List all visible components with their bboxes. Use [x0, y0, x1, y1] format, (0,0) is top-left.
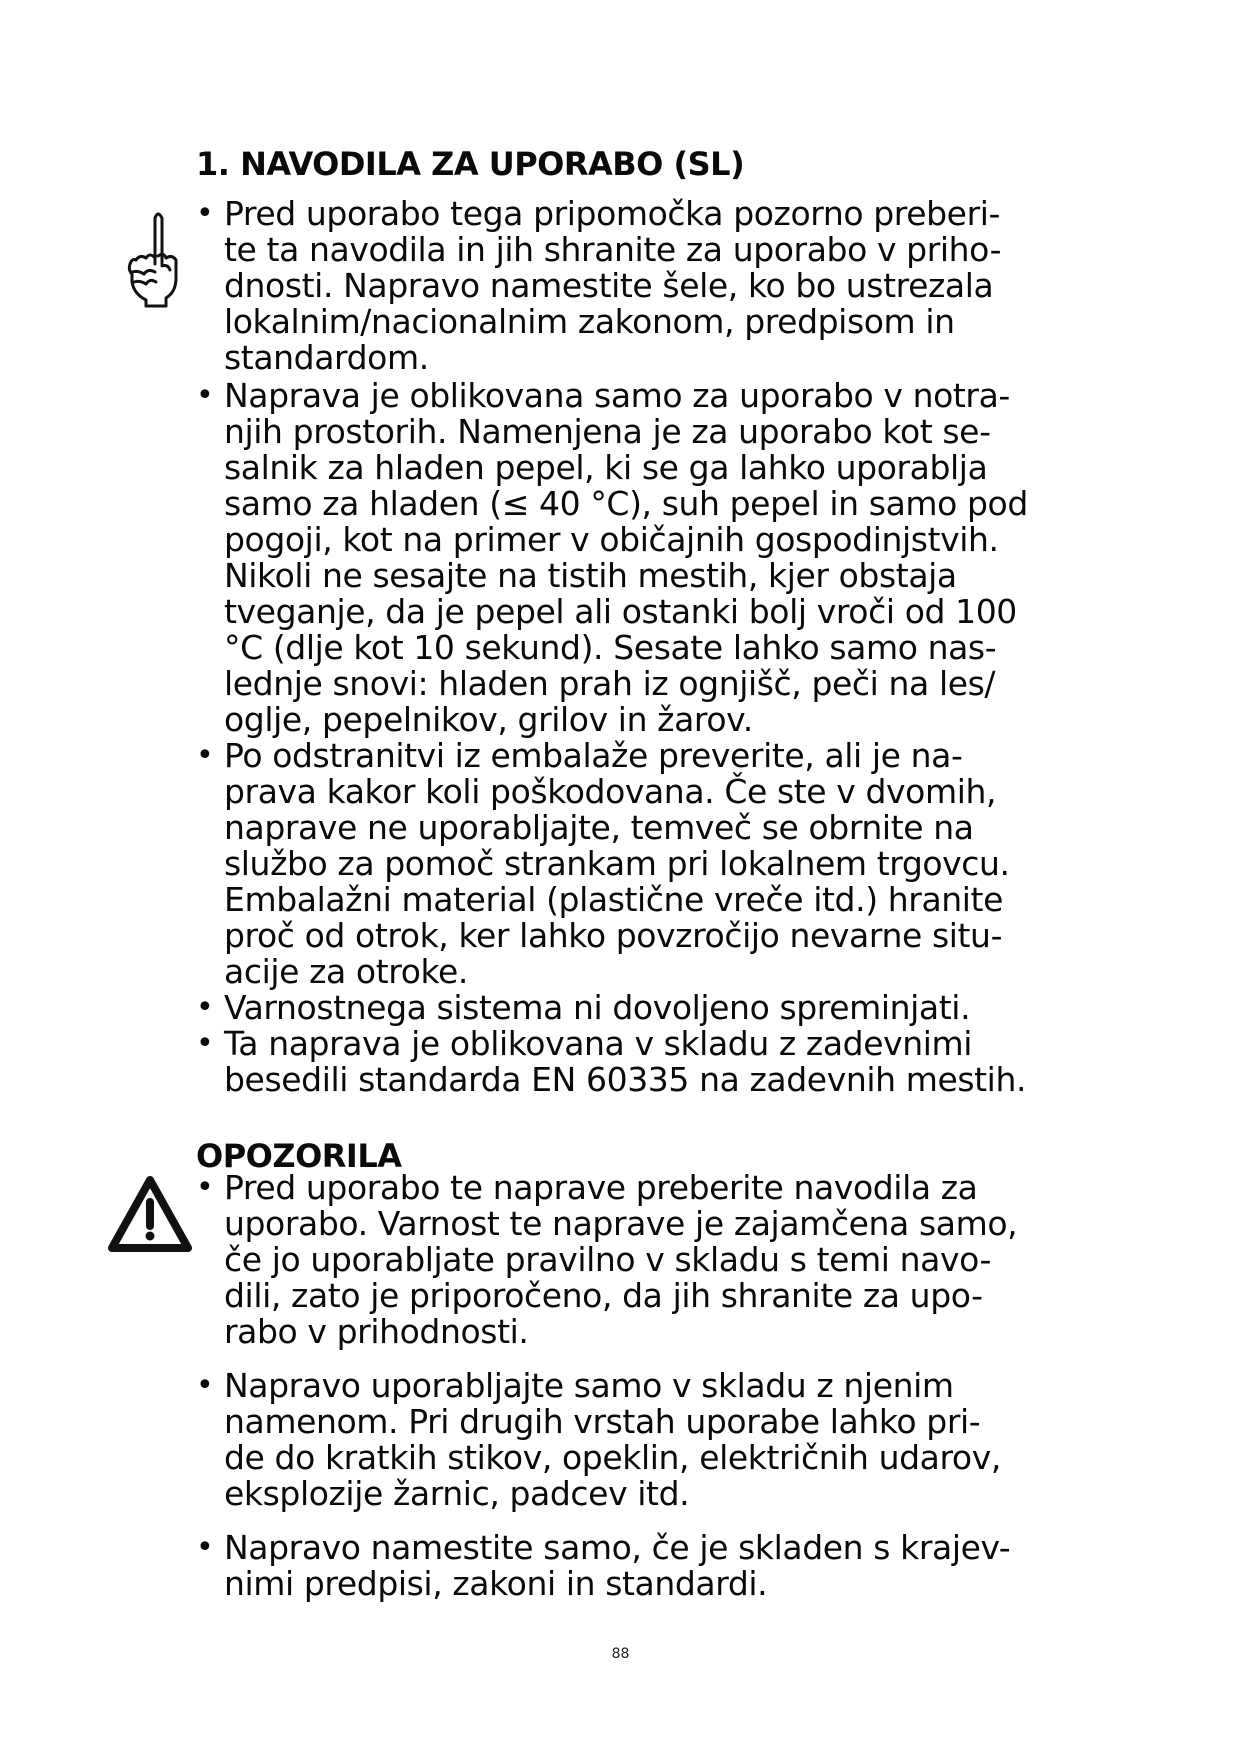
paragraph-line: eksplozije žarnic, padcev itd.: [224, 1474, 690, 1513]
pointing-hand-icon: [122, 208, 182, 308]
paragraph-line: salnik za hladen pepel, ki se ga lahko uporablja: [224, 448, 988, 487]
warning-item: [196, 1368, 1096, 1512]
bullet: •: [196, 1026, 214, 1061]
paragraph-line: Pred uporabo tega pripomočka pozorno preberi-: [224, 194, 1001, 233]
paragraph-line: Embalažni material (plastične vreče itd.) hranite: [224, 880, 1003, 919]
paragraph-line: njih prostorih. Namenjena je za uporabo kot se-: [224, 412, 991, 451]
paragraph-line: nimi predpisi, zakoni in standardi.: [224, 1564, 768, 1603]
paragraph-line: prava kakor koli poškodovana. Če ste v dvomih,: [224, 772, 997, 811]
bullet: •: [196, 990, 214, 1025]
paragraph-line: dili, zato je priporočeno, da jih shranite za upo-: [224, 1276, 983, 1315]
warnings-heading: OPOZORILA: [196, 1137, 402, 1175]
paragraph-line: Ta naprava je oblikovana v skladu z zadevnimi: [224, 1024, 973, 1063]
page-number: 88: [611, 1646, 630, 1662]
bullet: •: [196, 378, 214, 413]
bullet: •: [196, 196, 214, 231]
paragraph-line: če jo uporabljate pravilno v skladu s temi navo-: [224, 1240, 992, 1279]
paragraph-line: te ta navodila in jih shranite za uporabo v priho-: [224, 230, 1002, 269]
paragraph-line: acije za otroke.: [224, 952, 469, 991]
paragraph-line: uporabo. Varnost te naprave je zajamčena samo,: [224, 1204, 1018, 1243]
list-item: [196, 1026, 1096, 1098]
list-item: [196, 990, 1096, 1026]
paragraph-line: Napravo uporabljajte samo v skladu z njenim: [224, 1366, 954, 1405]
paragraph-line: Varnostnega sistema ni dovoljeno spreminjati.: [224, 988, 971, 1027]
list-item: [196, 196, 1096, 376]
paragraph-line: samo za hladen (≤ 40 °C), suh pepel in samo pod: [224, 484, 1028, 523]
paragraph-line: dnosti. Napravo namestite šele, ko bo ustrezala: [224, 266, 994, 305]
paragraph-line: Pred uporabo te naprave preberite navodila za: [224, 1168, 978, 1207]
paragraph-line: de do kratkih stikov, opeklin, električnih udarov,: [224, 1438, 1001, 1477]
list-item: [196, 738, 1096, 990]
paragraph-line: standardom.: [224, 338, 429, 377]
bullet: •: [196, 1368, 214, 1403]
section-heading: 1. NAVODILA ZA UPORABO (SL): [196, 145, 745, 183]
warning-triangle-icon: [108, 1176, 192, 1252]
paragraph-line: proč od otrok, ker lahko povzročijo nevarne situ-: [224, 916, 1003, 955]
paragraph-line: Po odstranitvi iz embalaže preverite, ali je na-: [224, 736, 963, 775]
paragraph-line: Nikoli ne sesajte na tistih mestih, kjer obstaja: [224, 556, 957, 595]
warning-item: [196, 1170, 1096, 1350]
list-item: [196, 378, 1096, 738]
paragraph-line: Naprava je oblikovana samo za uporabo v notra-: [224, 376, 1010, 415]
paragraph-line: službo za pomoč strankam pri lokalnem trgovcu.: [224, 844, 1010, 883]
paragraph-line: lokalnim/nacionalnim zakonom, predpisom in: [224, 302, 955, 341]
paragraph-line: °C (dlje kot 10 sekund). Sesate lahko samo nas-: [224, 628, 997, 667]
warning-item: [196, 1530, 1096, 1602]
paragraph-line: rabo v prihodnosti.: [224, 1312, 529, 1351]
paragraph-line: tveganje, da je pepel ali ostanki bolj vroči od 100: [224, 592, 1017, 631]
paragraph-line: Napravo namestite samo, če je skladen s krajev-: [224, 1528, 1011, 1567]
paragraph-line: oglje, pepelnikov, grilov in žarov.: [224, 700, 753, 739]
paragraph-line: pogoji, kot na primer v običajnih gospodinjstvih.: [224, 520, 999, 559]
bullet: •: [196, 738, 214, 773]
paragraph-line: naprave ne uporabljajte, temveč se obrnite na: [224, 808, 974, 847]
paragraph-line: namenom. Pri drugih vrstah uporabe lahko pri-: [224, 1402, 981, 1441]
paragraph-line: besedili standarda EN 60335 na zadevnih mestih.: [224, 1060, 1027, 1099]
bullet: •: [196, 1530, 214, 1565]
bullet: •: [196, 1170, 214, 1205]
paragraph-line: lednje snovi: hladen prah iz ognjišč, peči na les/: [224, 664, 996, 703]
